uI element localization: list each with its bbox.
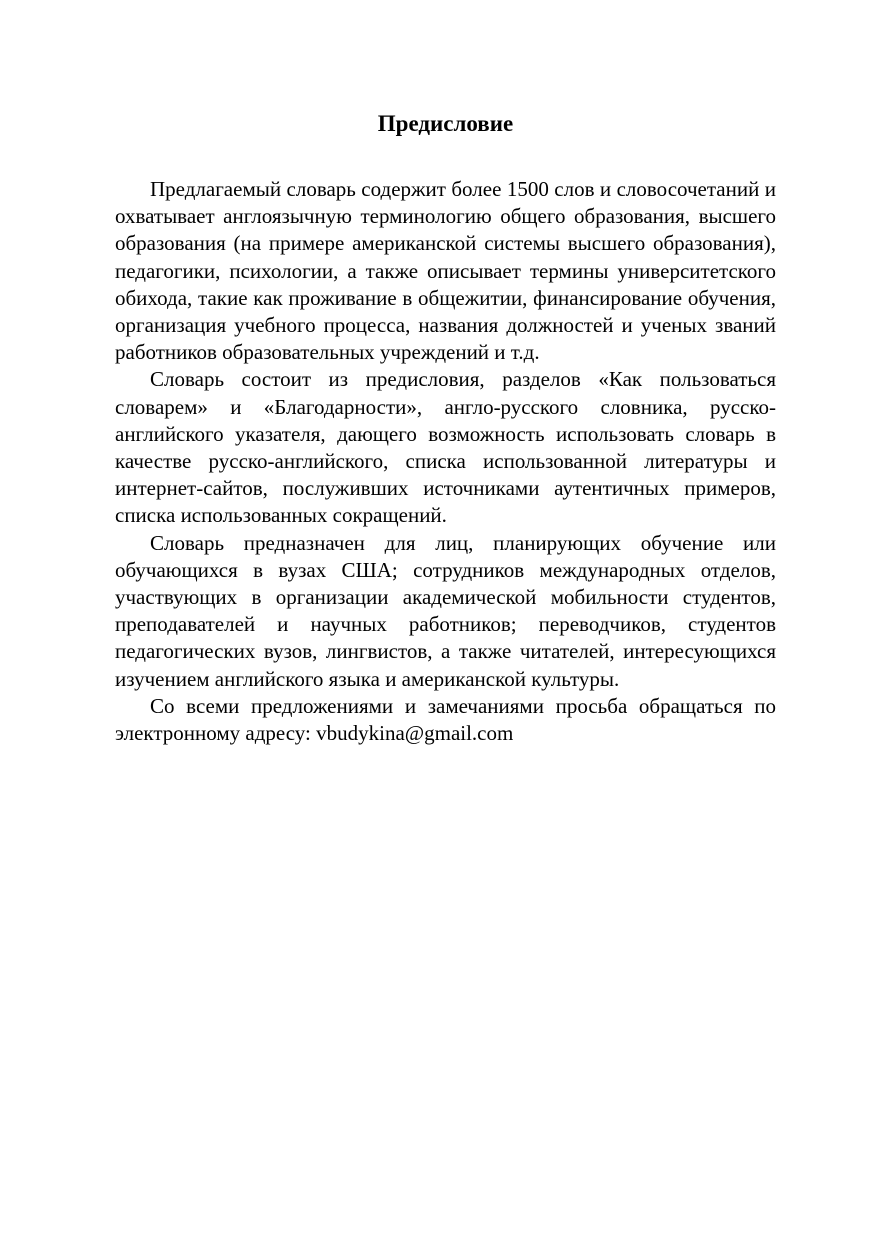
paragraph-audience: Словарь предназначен для лиц, планирующих обучение или обучающихся в вузах США; сотрудников международных отделов, участвующих в организации академической мобильности студентов, преподавателей и научных работников; переводчиков, студентов педагогических вузов, лингвистов, а также читателей, интересующихся изучением английского языка и американской культуры.: [115, 530, 776, 691]
paragraph-contact: Со всеми предложениями и замечаниями просьба обращаться по электронному адресу: vbudykina@gmail.com: [115, 693, 776, 746]
paragraph-structure: Словарь состоит из предисловия, разделов «Как пользоваться словарем» и «Благодарности», англо-русского словника, русско-английского указателя, дающего возможность использовать словарь в качестве русско-английского, списка использованной литературы и интернет-сайтов, послуживших источниками аутентичных примеров, списка использованных сокращений.: [115, 367, 776, 528]
page-title: Предисловие: [377, 111, 514, 136]
paragraph-intro: Предлагаемый словарь содержит более 1500 слов и словосочетаний и охватывает англоязычную терминологию общего образования, высшего образования (на примере американской системы высшего образования), педагогики, психологии, а также описывает термины университетского обихода, такие как проживание в общежитии, финансирование обучения, организация учебного процесса, названия должностей и ученых званий работников образовательных учреждений и т.д.: [115, 177, 776, 365]
document-page: [115, 108, 776, 747]
